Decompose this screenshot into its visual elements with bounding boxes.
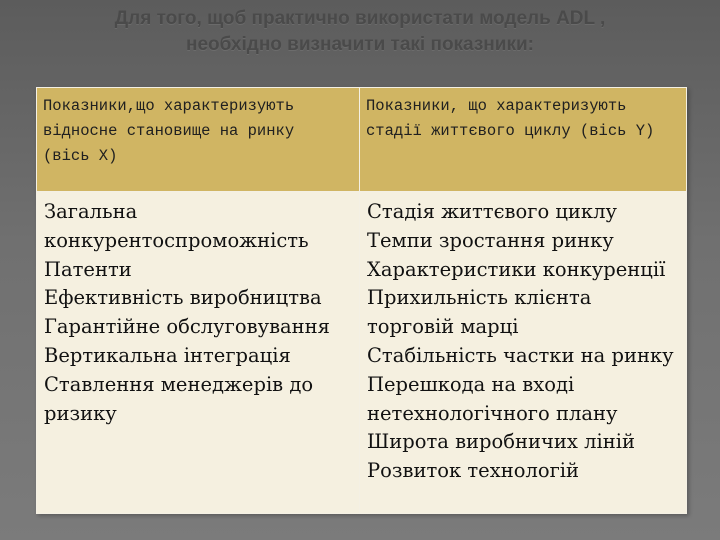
list-item: Вертикальна інтеграція <box>44 343 291 367</box>
indicators-table <box>36 87 687 514</box>
header-left-line: відносне становище на ринку <box>43 122 295 140</box>
table-body-row <box>37 192 687 514</box>
slide-title-line-2: необхідно визначити такі показники: <box>186 34 534 55</box>
header-cell-y-axis <box>360 88 687 192</box>
header-right-line: стадії життєвого циклу (вісь Y) <box>366 122 655 140</box>
list-item: нетехнологічного плану <box>367 401 618 425</box>
body-cell-x-axis-list <box>37 192 360 514</box>
list-item: Широта виробничих ліній <box>367 430 635 454</box>
list-item: Стабільність частки на ринку <box>367 343 674 367</box>
list-item: Характеристики конкуренції <box>367 257 666 281</box>
list-item: Загальна <box>44 200 138 223</box>
body-cell-y-axis-list <box>360 192 687 514</box>
header-left-line: Показники,що характеризують <box>43 97 295 115</box>
list-item: Патенти <box>44 257 132 281</box>
list-item: Ставлення менеджерів до <box>44 372 314 396</box>
list-item: Розвиток технологій <box>367 459 580 483</box>
table-header-row <box>37 88 687 192</box>
header-right-line: Показники, що характеризують <box>366 97 627 115</box>
list-item: Перешкода на вході <box>367 372 575 396</box>
list-item: Ефективність виробництва <box>44 286 322 310</box>
list-item: Прихильність клієнта <box>367 286 592 310</box>
list-item: Гарантійне обслуговування <box>44 315 330 339</box>
header-cell-x-axis <box>37 88 360 192</box>
slide-title <box>0 6 720 58</box>
list-item: Стадія життєвого циклу <box>367 200 617 223</box>
list-item: ризику <box>44 401 117 425</box>
list-item: Темпи зростання ринку <box>367 228 614 252</box>
slide-title-line-1: Для того, щоб практично використати модель ADL , <box>114 8 606 29</box>
list-item: конкурентоспроможність <box>44 228 309 252</box>
header-left-line: (вісь Х) <box>43 147 118 165</box>
list-item: торговій марці <box>367 315 519 339</box>
